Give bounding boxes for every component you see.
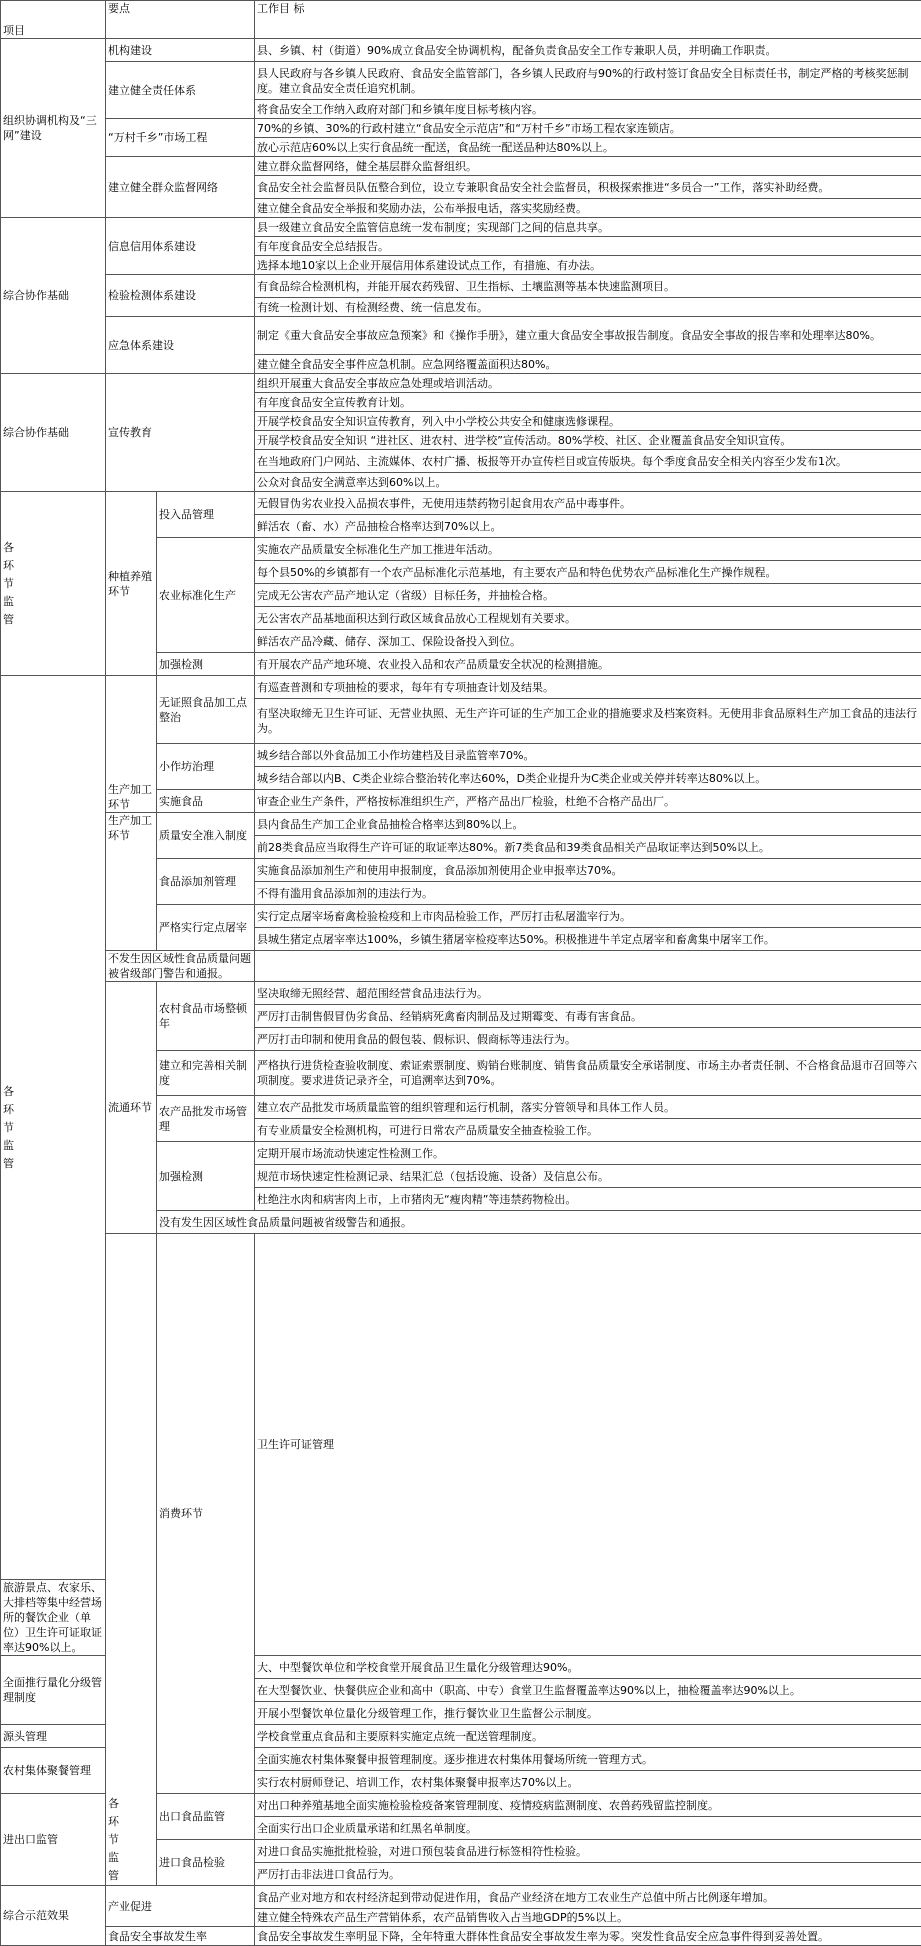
target-cell: 全面实施农村集体聚餐申报管理制度。逐步推进农村集体用餐场所统一管理方式。 bbox=[255, 1748, 921, 1771]
point-shengchan: 生产加工环节 bbox=[106, 676, 157, 813]
target-cell: 严厉打击印制和使用食品的假包装、假标识、假商标等违法行为。 bbox=[255, 1028, 921, 1051]
note-meiyou: 没有发生因区域性食品质量问题被省级警告和通报。 bbox=[157, 1211, 921, 1234]
point-jinchu: 进出口监管 bbox=[1, 1794, 106, 1886]
subpoint-jiju: 农村集体聚餐管理 bbox=[1, 1748, 106, 1794]
target-cell: 鲜活农产品冷藏、储存、深加工、保险设备投入到位。 bbox=[255, 630, 921, 653]
subpoint-yuantou: 源头管理 bbox=[1, 1725, 106, 1748]
target-cell: 建立农产品批发市场质量监管的组织管理和运行机制，落实分管领导和具体工作人员。 bbox=[255, 1096, 921, 1119]
target-cell: 县城生猪定点屠宰率达100%，乡镇生猪屠宰检疫率达50%。积极推进牛羊定点屠宰和畜禽集中屠宰工作。 bbox=[255, 928, 921, 951]
point-qunzhong: 建立健全群众监督网络 bbox=[106, 157, 255, 218]
category-link-1: 各 环 节 监 管 bbox=[1, 492, 106, 676]
target-cell: 严厉打击非法进口食品行为。 bbox=[255, 1863, 921, 1886]
point-xiaofei: 消费环节 bbox=[157, 1234, 255, 1794]
target-cell: 定期开展市场流动快速定性检测工作。 bbox=[255, 1142, 921, 1165]
target-cell: 食品产业对地方和农村经济起到带动促进作用，食品产业经济在地方工农业生产总值中所占比例逐年增加。 bbox=[255, 1886, 921, 1909]
target-cell: 对进口食品实施批批检验，对进口预包装食品进行标签相符性检验。 bbox=[255, 1840, 921, 1863]
header-targets: 工作目 标 bbox=[255, 1, 921, 39]
point-xinxi: 信息信用体系建设 bbox=[106, 218, 255, 275]
target-cell: 每个县50%的乡镇都有一个农产品标准化示范基地，有主要农产品和特色优势农产品标准化生产操作规程。 bbox=[255, 561, 921, 584]
target-cell: 城乡结合部以外食品加工小作坊建档及目录监管率70%。 bbox=[255, 744, 921, 767]
target-cell: 开展小型餐饮单位量化分级管理工作，推行餐饮业卫生监督公示制度。 bbox=[255, 1702, 921, 1725]
target-cell: 学校食堂重点食品和主要原料实施定点统一配送管理制度。 bbox=[255, 1725, 921, 1748]
target-cell: 建立群众监督网络，健全基层群众监督组织。 bbox=[255, 157, 921, 176]
target-cell: 无假冒伪劣农业投入品损农事件，无使用违禁药物引起食用农产品中毒事件。 bbox=[255, 492, 921, 515]
target-cell: 县一级建立食品安全监管信息统一发布制度；实现部门之间的信息共享。 bbox=[255, 218, 921, 237]
target-cell: 建立健全食品安全事件应急机制。应急网络覆盖面积达80%。 bbox=[255, 355, 921, 374]
target-cell: 城乡结合部以内B、C类企业综合整治转化率达60%，D类企业提升为C类企业或关停并转率达80%以上。 bbox=[255, 767, 921, 790]
subpoint-pifa: 农产品批发市场管理 bbox=[157, 1096, 255, 1142]
subpoint-wuzheng: 无证照食品加工点整治 bbox=[157, 676, 255, 744]
note-bufasheng: 不发生因区域性食品质量问题被省级部门警告和通报。 bbox=[106, 951, 255, 982]
target-cell: 县、乡镇、村（街道）90%成立食品安全协调机构，配备负责食品安全工作专兼职人员，并明确工作职责。 bbox=[255, 39, 921, 62]
subpoint-tianjiaji: 食品添加剂管理 bbox=[157, 859, 255, 905]
subpoint-jiaqiang-2: 加强检测 bbox=[157, 1142, 255, 1211]
target-cell: 严格执行进货检查验收制度、索证索票制度、购销台账制度、销售食品质量安全承诺制度、市场主办者责任制、不合格食品退市召回等六项制度。要求进货记录齐全，可追溯率达到70%。 bbox=[255, 1051, 921, 1096]
target-cell: 全面实行出口企业质量承诺和红黑名单制度。 bbox=[255, 1817, 921, 1840]
target-cell: 将食品安全工作纳入政府对部门和乡镇年度目标考核内容。 bbox=[255, 100, 921, 119]
category-demo: 综合示范效果 bbox=[1, 1886, 106, 1946]
target-cell: 严厉打击制售假冒伪劣食品、经销病死禽畜肉制品及过期霉变、有毒有害食品。 bbox=[255, 1005, 921, 1028]
target-cell: 食品安全事故发生率明显下降，全年特重大群体性食品安全事故发生率为零。突发性食品安全应急事件得到妥善处置。 bbox=[255, 1927, 921, 1946]
target-cell: 公众对食品安全满意率达到60%以上。 bbox=[255, 473, 921, 492]
category-link-3: 各 环 节 监 管 bbox=[106, 1234, 157, 1886]
subpoint-tuzai: 严格实行定点屠宰 bbox=[157, 905, 255, 951]
target-cell: 组织开展重大食品安全事故应急处理或培训活动。 bbox=[255, 374, 921, 393]
target-cell: 有年度食品安全宣传教育计划。 bbox=[255, 393, 921, 412]
target-cell: 县人民政府与各乡镇人民政府、食品安全监管部门，各乡镇人民政府与90%的行政村签订食品安全目标责任书，制定严格的考核奖惩制度。建立食品安全责任追究机制。 bbox=[255, 62, 921, 100]
target-cell: 坚决取缔无照经营、超范围经营食品违法行为。 bbox=[255, 982, 921, 1005]
header-project: 项目 bbox=[1, 1, 106, 39]
subpoint-nongcun: 农村食品市场整顿年 bbox=[157, 982, 255, 1051]
target-cell: 县内食品生产加工企业食品抽检合格率达到80%以上。 bbox=[255, 813, 921, 836]
subpoint-xiaozuofang: 小作坊治理 bbox=[157, 744, 255, 790]
subpoint-lianghua: 全面推行量化分级管理制度 bbox=[1, 1656, 106, 1725]
category-basis-2: 综合协作基础 bbox=[1, 374, 106, 492]
target-cell: 有开展农产品产地环境、农业投入品和农产品质量安全状况的检测措施。 bbox=[255, 653, 921, 676]
point-shigu: 食品安全事故发生率 bbox=[106, 1927, 255, 1946]
target-cell: 实行定点屠宰场畜禽检验检疫和上市肉品检验工作，严厉打击私屠滥宰行为。 bbox=[255, 905, 921, 928]
target-cell: 完成无公害农产品产地认定（省级）目标任务，并抽检合格。 bbox=[255, 584, 921, 607]
target-cell: 选择本地10家以上企业开展信用体系建设试点工作，有措施、有办法。 bbox=[255, 256, 921, 275]
target-cell: 有年度食品安全总结报告。 bbox=[255, 237, 921, 256]
target-cell: 实施食品添加剂生产和使用申报制度，食品添加剂使用企业申报率达70%。 bbox=[255, 859, 921, 882]
point-zhongzhi: 种植养殖环节 bbox=[106, 492, 157, 676]
point-wanchun: “万村千乡”市场工程 bbox=[106, 119, 255, 157]
target-cell: 70%的乡镇、30%的行政村建立“食品安全示范店”和“万村千乡”市场工程农家连锁店。 bbox=[255, 119, 921, 138]
subpoint-shishi: 实施食品 bbox=[157, 790, 255, 813]
subpoint-biaozhun: 农业标准化生产 bbox=[157, 538, 255, 653]
target-cell: 有坚决取缔无卫生许可证、无营业执照、无生产许可证的生产加工企业的措施要求及档案资料。无使用非食品原料生产加工食品的违法行为。 bbox=[255, 699, 921, 744]
target-cell: 食品安全社会监督员队伍整合到位，设立专兼职食品安全社会监督员，积极探索推进“多员合一”工作，落实补助经费。 bbox=[255, 176, 921, 199]
target-cell: 有食品综合检测机构，并能开展农药残留、卫生指标、土壤监测等基本快速监测项目。 bbox=[255, 275, 921, 298]
target-cell: 无公害农产品基地面积达到行政区域食品放心工程规划有关要求。 bbox=[255, 607, 921, 630]
subpoint-weisheng: 卫生许可证管理 bbox=[255, 1234, 921, 1656]
target-cell: 开展学校食品安全知识宣传教育，列入中小学校公共安全和健康选修课程。 bbox=[255, 412, 921, 431]
target-cell: 鲜活农（畜、水）产品抽检合格率达到70%以上。 bbox=[255, 515, 921, 538]
target-cell: 实施农产品质量安全标准化生产加工推进年活动。 bbox=[255, 538, 921, 561]
target-cell: 杜绝注水肉和病害肉上市，上市猪肉无“瘦肉精”等违禁药物检出。 bbox=[255, 1188, 921, 1211]
target-cell: 建立健全特殊农产品生产营销体系，农产品销售收入占当地GDP的5%以上。 bbox=[255, 1909, 921, 1927]
point-jigou: 机构建设 bbox=[106, 39, 255, 62]
subpoint-jinkou: 进口食品检验 bbox=[157, 1840, 255, 1886]
category-link-2: 各 环 节 监 管 bbox=[1, 676, 106, 1580]
subpoint-jianli: 建立和完善相关制度 bbox=[157, 1051, 255, 1096]
point-chanye: 产业促进 bbox=[106, 1886, 255, 1927]
target-cell: 实行农村厨师登记、培训工作，农村集体聚餐申报率达70%以上。 bbox=[255, 1771, 921, 1794]
subpoint-chukou: 出口食品监管 bbox=[157, 1794, 255, 1840]
target-cell: 在当地政府门户网站、主流媒体、农村广播、板报等开办宣传栏目或宣传版块。每个季度食品安全相关内容至少发布1次。 bbox=[255, 450, 921, 473]
target-cell: 前28类食品应当取得生产许可证的取证率达80%。新7类食品和39类食品相关产品取证率达到50%以上。 bbox=[255, 836, 921, 859]
target-cell: 开展学校食品安全知识 “进社区、进农村、进学校”宣传活动。80%学校、社区、企业覆盖食品安全知识宣传。 bbox=[255, 431, 921, 450]
point-zeren: 建立健全责任体系 bbox=[106, 62, 255, 119]
target-cell: 对出口种养殖基地全面实施检验检疫备案管理制度、疫情疫病监测制度、农兽药残留监控制度。 bbox=[255, 1794, 921, 1817]
target-cell: 有巡查普测和专项抽检的要求，每年有专项抽查计划及结果。 bbox=[255, 676, 921, 699]
point-jiance: 检验检测体系建设 bbox=[106, 275, 255, 317]
target-cell: 建立健全食品安全举报和奖励办法，公布举报电话，落实奖励经费。 bbox=[255, 199, 921, 218]
header-points: 要点 bbox=[106, 1, 255, 39]
point-liutong: 流通环节 bbox=[106, 982, 157, 1234]
point-xuanchuan: 宣传教育 bbox=[106, 374, 255, 492]
subpoint-jiaqiang-1: 加强检测 bbox=[157, 653, 255, 676]
target-cell: 在大型餐饮业、快餐供应企业和高中（职高、中专）食堂卫生监督覆盖率达90%以上，抽检覆盖率达90%以上。 bbox=[255, 1679, 921, 1702]
target-cell: 放心示范店60%以上实行食品统一配送，食品统一配送品种达80%以上。 bbox=[255, 138, 921, 157]
target-cell: 不得有滥用食品添加剂的违法行为。 bbox=[255, 882, 921, 905]
target-cell: 审查企业生产条件，严格按标准组织生产，严格产品出厂检验，杜绝不合格产品出厂。 bbox=[255, 790, 921, 813]
category-org: 组织协调机构及“三网”建设 bbox=[1, 39, 106, 218]
target-cell: 有专业质量安全检测机构，可进行日常农产品质量安全抽查检验工作。 bbox=[255, 1119, 921, 1142]
point-yingji: 应急体系建设 bbox=[106, 317, 255, 374]
category-basis-1: 综合协作基础 bbox=[1, 218, 106, 374]
target-cell: 有统一检测计划、有检测经费、统一信息发布。 bbox=[255, 298, 921, 317]
subpoint-touru: 投入品管理 bbox=[157, 492, 255, 538]
target-cell: 制定《重大食品安全事故应急预案》和《操作手册》，建立重大食品安全事故报告制度。食品安全事故的报告率和处理率达80%。 bbox=[255, 317, 921, 355]
subpoint-zhiliang: 质量安全准入制度 bbox=[157, 813, 255, 859]
target-cell: 旅游景点、农家乐、大排档等集中经营场所的餐饮企业（单位）卫生许可证取证率达90%以上。 bbox=[1, 1580, 106, 1656]
target-cell: 规范市场快速定性检测记录、结果汇总（包括设施、设备）及信息公布。 bbox=[255, 1165, 921, 1188]
point-shengchan-2: 生产加工环节 bbox=[106, 813, 157, 951]
target-cell: 大、中型餐饮单位和学校食堂开展食品卫生量化分级管理达90%。 bbox=[255, 1656, 921, 1679]
